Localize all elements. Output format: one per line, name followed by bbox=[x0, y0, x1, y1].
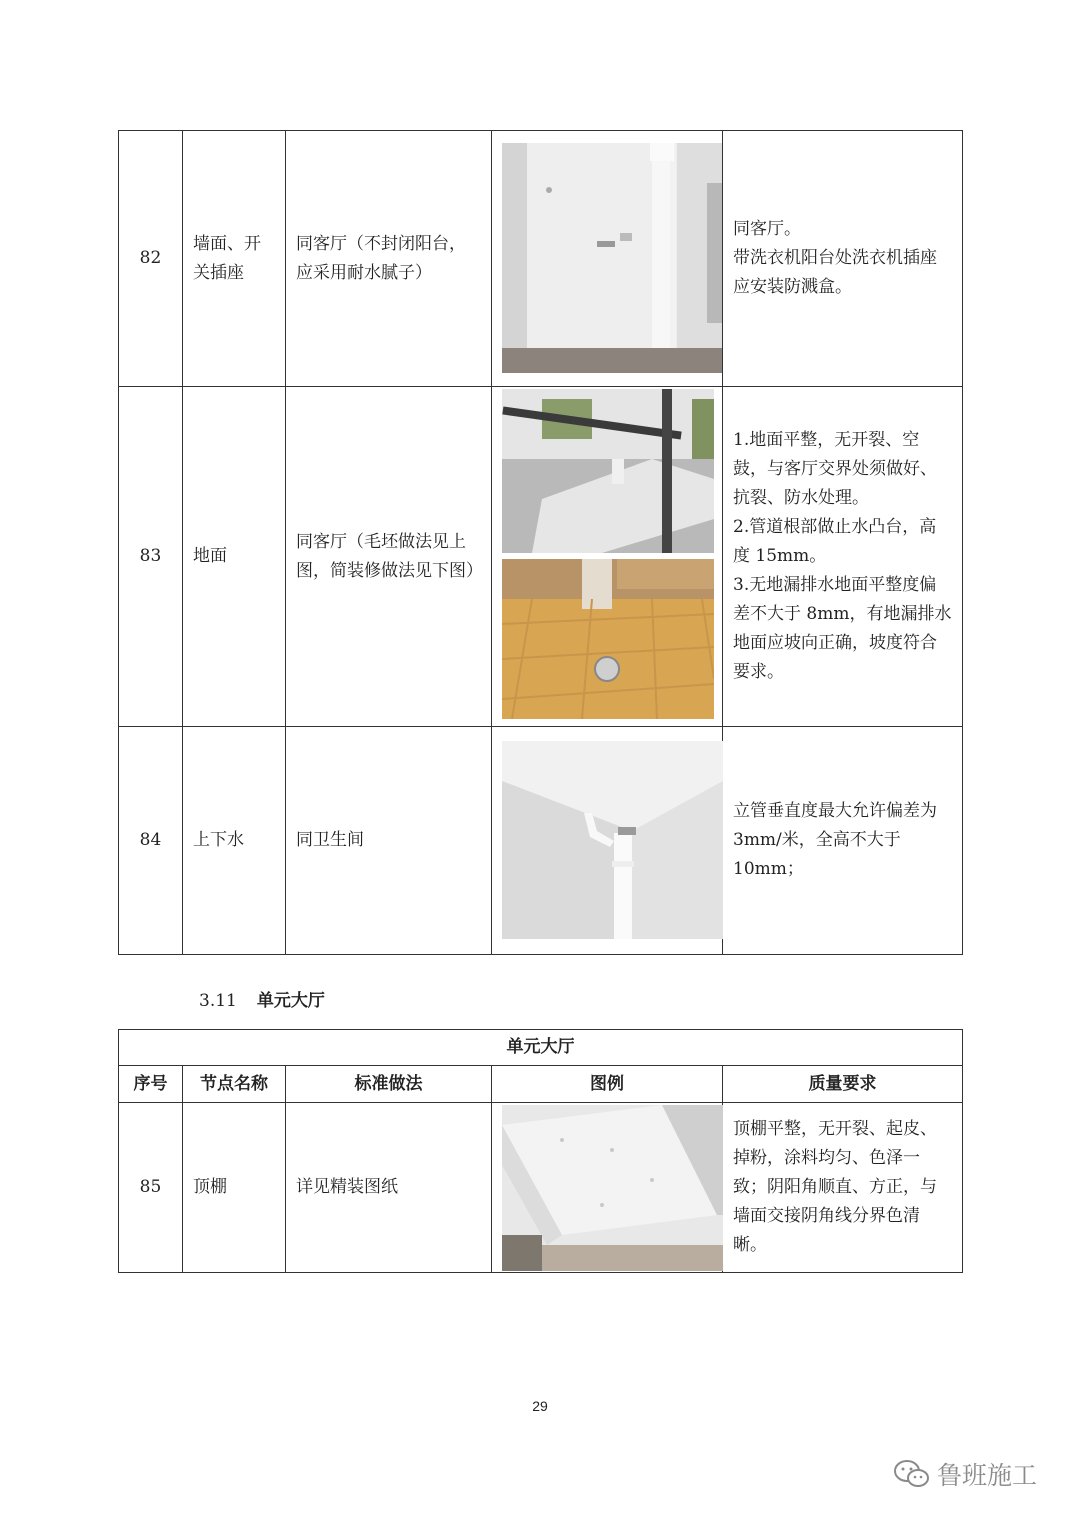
watermark bbox=[893, 1456, 1037, 1492]
table-row bbox=[119, 727, 963, 955]
wechat-icon bbox=[893, 1459, 931, 1489]
example-photo-cell bbox=[492, 1103, 723, 1273]
water-pipe-photo bbox=[502, 741, 723, 939]
header-example: 图例 bbox=[492, 1066, 723, 1103]
row-number: 84 bbox=[119, 727, 183, 955]
header-node-name: 节点名称 bbox=[183, 1066, 286, 1103]
example-photo-cell bbox=[492, 131, 723, 387]
rough-floor-photo bbox=[502, 389, 714, 553]
quality-requirement: 1.地面平整，无开裂、空鼓，与客厅交界处须做好、抗裂、防水处理。 2.管道根部做止水凸台，高度 15mm。 3.无地漏排水地面平整度偏差不大于 8mm，有地漏排水地面应坡向正确，坡度符合要求。 bbox=[723, 387, 963, 727]
example-photo-cell bbox=[492, 727, 723, 955]
table-row bbox=[119, 1103, 963, 1273]
quality-table-balcony bbox=[118, 130, 963, 955]
row-number: 82 bbox=[119, 131, 183, 387]
section-heading bbox=[199, 986, 325, 1011]
node-name: 墙面、开关插座 bbox=[183, 131, 286, 387]
header-number: 序号 bbox=[119, 1066, 183, 1103]
quality-requirement: 立管垂直度最大允许偏差为 3mm/米，全高不大于10mm； bbox=[723, 727, 963, 955]
table-row bbox=[119, 131, 963, 387]
ceiling-photo bbox=[502, 1105, 723, 1271]
header-standard-method: 标准做法 bbox=[286, 1066, 492, 1103]
section-number: 3.11 bbox=[199, 991, 237, 1011]
table-caption: 单元大厅 bbox=[119, 1030, 963, 1066]
tiled-floor-photo bbox=[502, 559, 714, 719]
standard-method: 同卫生间 bbox=[286, 727, 492, 955]
row-number: 85 bbox=[119, 1103, 183, 1273]
table-caption-row bbox=[119, 1030, 963, 1066]
balcony-wall-photo bbox=[502, 143, 722, 373]
example-photo-cell bbox=[492, 387, 723, 727]
node-name: 地面 bbox=[183, 387, 286, 727]
node-name: 顶棚 bbox=[183, 1103, 286, 1273]
standard-method: 同客厅（毛坯做法见上图，简装修做法见下图） bbox=[286, 387, 492, 727]
standard-method: 同客厅（不封闭阳台，应采用耐水腻子） bbox=[286, 131, 492, 387]
header-quality-requirement: 质量要求 bbox=[723, 1066, 963, 1103]
table-row bbox=[119, 387, 963, 727]
row-number: 83 bbox=[119, 387, 183, 727]
table-header-row bbox=[119, 1066, 963, 1103]
quality-requirement: 顶棚平整，无开裂、起皮、掉粉，涂料均匀、色泽一致；阴阳角顺直、方正，与墙面交接阴角线分界色清晰。 bbox=[723, 1103, 963, 1273]
quality-table-lobby bbox=[118, 1029, 963, 1273]
page-number: 29 bbox=[532, 1398, 548, 1414]
section-title: 单元大厅 bbox=[256, 991, 325, 1011]
watermark-text: 鲁班施工 bbox=[937, 1461, 1038, 1490]
quality-requirement: 同客厅。 带洗衣机阳台处洗衣机插座应安装防溅盒。 bbox=[723, 131, 963, 387]
standard-method: 详见精装图纸 bbox=[286, 1103, 492, 1273]
node-name: 上下水 bbox=[183, 727, 286, 955]
